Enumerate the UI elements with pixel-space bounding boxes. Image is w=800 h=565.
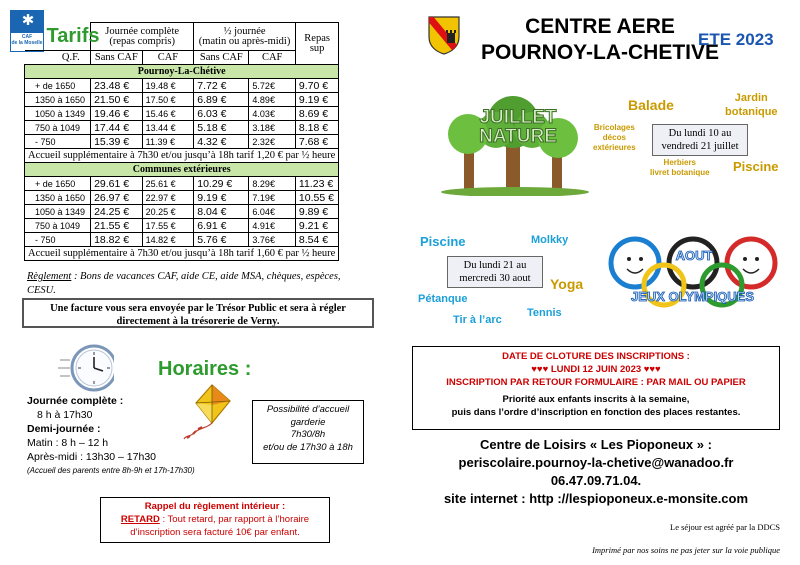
activity-yoga: Yoga <box>550 276 584 292</box>
qf-range: 750 à 1049 <box>25 219 91 233</box>
cloture-inscriptions-box <box>412 346 780 430</box>
retard-text: : Tout retard, par rapport à l’horaire d’inscription sera facturé 10€ par enfant. <box>130 514 310 538</box>
price-jc-sans-caf: 29.61 € <box>91 177 143 191</box>
price-repas-sup: 9.19 € <box>295 93 338 107</box>
header-jc-caf: CAF <box>142 51 194 65</box>
centre-title-line1: CENTRE AERE <box>525 15 675 38</box>
centre-title <box>480 14 720 66</box>
header-qf: Q.F. <box>25 51 91 65</box>
header-demi: ½ journée (matin ou après-midi) <box>194 23 296 51</box>
contact-website[interactable]: site internet : http ://lespioponeux.e-monsite.com <box>443 491 749 506</box>
price-dj-sans-caf: 6.89 € <box>194 93 249 107</box>
price-jc-sans-caf: 26.97 € <box>91 191 143 205</box>
price-repas-sup: 8.69 € <box>295 107 338 121</box>
contact-email[interactable]: periscolaire.pournoy-la-chetive@wanadoo.fr <box>458 455 734 470</box>
caf-logo-subtitle: de la Moselle <box>11 40 43 46</box>
tarif-row <box>25 205 339 219</box>
apres-midi-hours: Après-midi : 13h30 – 17h30 <box>27 451 156 463</box>
garderie-line-1: Possibilité d’accueil <box>266 404 350 415</box>
price-dj-caf: 4.91€ <box>249 219 295 233</box>
centre-title-line2: POURNOY-LA-CHETIVE <box>480 41 719 64</box>
qf-range: - 750 <box>25 135 91 149</box>
header-repas: Repas sup <box>295 23 338 65</box>
price-jc-sans-caf: 24.25 € <box>91 205 143 219</box>
kite-icon <box>182 383 242 441</box>
activity-tir-arc: Tir à l’arc <box>453 314 502 326</box>
header-dj-sans-caf: Sans CAF <box>194 51 249 65</box>
facture-notice: Une facture vous sera envoyée par le Trésor Public et sera à régler directement à la trésorerie de Verny. <box>22 298 374 328</box>
price-dj-caf: 2.32€ <box>249 135 295 149</box>
juillet-word: JUILLET <box>479 107 557 128</box>
activity-jardin-botanique: Jardin botanique <box>725 92 778 118</box>
tarif-row <box>25 135 339 149</box>
price-jc-caf: 15.46 € <box>142 107 194 121</box>
garderie-box <box>252 400 364 464</box>
tarif-row <box>25 93 339 107</box>
horaires-details <box>27 394 195 478</box>
price-repas-sup: 8.54 € <box>295 233 338 247</box>
reglement-value: : Bons de vacances CAF, aide CE, aide MSA, chèques, espèces, CESU. <box>27 271 341 296</box>
demi-label: Demi-journée : <box>27 423 101 435</box>
tarifs-table <box>21 22 339 261</box>
cloture-line4: Priorité aux enfants inscrits à la semaine, <box>502 394 690 405</box>
price-dj-sans-caf: 10.29 € <box>194 177 249 191</box>
price-jc-sans-caf: 23.48 € <box>91 79 143 93</box>
reglement-text <box>27 270 372 298</box>
garderie-line-2: garderie <box>290 416 326 428</box>
qf-range: 1050 à 1349 <box>25 107 91 121</box>
journee-label: Journée complète : <box>27 395 124 407</box>
caf-star-icon: ✱ <box>21 12 35 29</box>
qf-range: + de 1650 <box>25 177 91 191</box>
cloture-date: LUNDI 12 JUIN 2023 <box>550 364 642 375</box>
price-dj-caf: 5.72€ <box>249 79 295 93</box>
price-jc-caf: 14.82 € <box>142 233 194 247</box>
price-dj-caf: 8.29€ <box>249 177 295 191</box>
price-repas-sup: 9.21 € <box>295 219 338 233</box>
activity-piscine-aout: Piscine <box>420 234 466 249</box>
price-dj-caf: 3.18€ <box>249 121 295 135</box>
price-repas-sup: 9.70 € <box>295 79 338 93</box>
juillet-nature-text <box>448 108 588 146</box>
qf-range: + de 1650 <box>25 79 91 93</box>
hearts-icon: ♥♥♥ <box>641 364 661 375</box>
price-repas-sup: 8.18 € <box>295 121 338 135</box>
activity-piscine-juillet: Piscine <box>733 159 779 174</box>
reglement-label: Règlement <box>27 271 72 282</box>
ddcs-agreement: Le séjour est agréé par la DDCS <box>670 522 780 532</box>
price-repas-sup: 10.55 € <box>295 191 338 205</box>
garderie-line-3: 7h30/8h <box>290 429 326 440</box>
activity-petanque: Pétanque <box>418 293 468 305</box>
tarif-row <box>25 79 339 93</box>
price-dj-sans-caf: 9.19 € <box>194 191 249 205</box>
print-notice: Imprimé par nos soins ne pas jeter sur la voie publique <box>592 545 780 555</box>
cloture-line3: INSCRIPTION PAR RETOUR FORMULAIRE : PAR MAIL OU PAPIER <box>446 377 746 388</box>
rappel-reglement-box <box>100 497 330 543</box>
header-jc-sans-caf: Sans CAF <box>91 51 143 65</box>
price-repas-sup: 9.89 € <box>295 205 338 219</box>
price-repas-sup: 7.68 € <box>295 135 338 149</box>
price-dj-sans-caf: 5.18 € <box>194 121 249 135</box>
clock-icon <box>58 340 114 394</box>
cloture-line5: puis dans l’ordre d’inscription en fonction des places restantes. <box>451 407 741 418</box>
price-jc-sans-caf: 21.50 € <box>91 93 143 107</box>
tarif-row <box>25 191 339 205</box>
section-title: Pournoy-La-Chétive <box>25 65 339 79</box>
price-jc-sans-caf: 15.39 € <box>91 135 143 149</box>
aout-dates-line2: mercredi 30 aout <box>459 273 531 284</box>
juillet-dates-box <box>652 124 748 156</box>
qf-range: 1050 à 1349 <box>25 205 91 219</box>
garderie-line-4: et/ou de 17h30 à 18h <box>263 441 353 453</box>
price-dj-sans-caf: 6.91 € <box>194 219 249 233</box>
qf-range: 750 à 1049 <box>25 121 91 135</box>
price-jc-caf: 13.44 € <box>142 121 194 135</box>
price-jc-caf: 17.55 € <box>142 219 194 233</box>
price-dj-sans-caf: 8.04 € <box>194 205 249 219</box>
activity-bricolages: Bricolages décos extérieures <box>593 123 636 152</box>
tarifs-title-cell <box>25 23 100 51</box>
tarif-row <box>25 107 339 121</box>
price-dj-caf: 4.03€ <box>249 107 295 121</box>
price-jc-caf: 22.97 € <box>142 191 194 205</box>
price-dj-caf: 7.19€ <box>249 191 295 205</box>
tarifs-title: Tarifs <box>46 24 100 47</box>
tarif-row <box>25 121 339 135</box>
rappel-title: Rappel du règlement intérieur : <box>144 501 286 512</box>
price-jc-caf: 17.50 € <box>142 93 194 107</box>
price-repas-sup: 11.23 € <box>295 177 338 191</box>
aout-dates-box <box>447 256 543 288</box>
price-dj-caf: 6.04€ <box>249 205 295 219</box>
journee-value: 8 h à 17h30 <box>37 409 93 421</box>
price-dj-caf: 4.89€ <box>249 93 295 107</box>
centre-loisirs-name: Centre de Loisirs « Les Pioponeux » : <box>480 437 712 452</box>
juillet-dates-line1: Du lundi 10 au <box>668 128 732 139</box>
price-dj-sans-caf: 5.76 € <box>194 233 249 247</box>
accueil-note: (Accueil des parents entre 8h-9h et 17h-17h30) <box>27 466 195 475</box>
price-jc-caf: 19.48 € <box>142 79 194 93</box>
price-jc-sans-caf: 21.55 € <box>91 219 143 233</box>
activity-tennis: Tennis <box>527 307 562 319</box>
retard-label: RETARD <box>120 514 160 525</box>
season-label: ETE 2023 <box>698 30 774 49</box>
tarif-row <box>25 177 339 191</box>
price-dj-sans-caf: 6.03 € <box>194 107 249 121</box>
accueil-supplementaire-note: Accueil supplémentaire à 7h30 et/ou jusqu’à 18h tarif 1,60 € par ½ heure <box>25 247 339 261</box>
contact-phone: 06.47.09.71.04. <box>550 473 642 488</box>
activity-molkky: Molkky <box>531 234 569 246</box>
contact-block <box>412 436 780 508</box>
juillet-dates-line2: vendredi 21 juillet <box>661 141 739 152</box>
price-dj-sans-caf: 4.32 € <box>194 135 249 149</box>
tarif-row <box>25 219 339 233</box>
price-dj-sans-caf: 7.72 € <box>194 79 249 93</box>
price-jc-sans-caf: 17.44 € <box>91 121 143 135</box>
aout-label: AOUT <box>675 248 713 263</box>
header-journee: Journée complète (repas compris) <box>91 23 194 51</box>
accueil-supplementaire-note: Accueil supplémentaire à 7h30 et/ou jusqu’à 18h tarif 1,20 € par ½ heure <box>25 149 339 163</box>
jeux-olympiques-label: JEUX OLYMPIQUES <box>630 289 755 304</box>
caf-logo-text: CAF <box>21 34 33 40</box>
tarif-row <box>25 233 339 247</box>
qf-range: - 750 <box>25 233 91 247</box>
activity-balade: Balade <box>628 97 674 113</box>
matin-hours: Matin : 8 h – 12 h <box>27 437 109 449</box>
nature-word: NATURE <box>479 126 557 147</box>
town-coat-of-arms <box>427 15 461 55</box>
price-jc-caf: 11.39 € <box>142 135 194 149</box>
price-jc-sans-caf: 19.46 € <box>91 107 143 121</box>
hearts-icon: ♥♥♥ <box>531 364 551 375</box>
qf-range: 1350 à 1650 <box>25 191 91 205</box>
activity-herbiers: Herbiers livret botanique <box>650 158 710 177</box>
aout-dates-line1: Du lundi 21 au <box>463 260 527 271</box>
price-jc-sans-caf: 18.82 € <box>91 233 143 247</box>
price-jc-caf: 25.61 € <box>142 177 194 191</box>
price-jc-caf: 20.25 € <box>142 205 194 219</box>
section-title: Communes extérieures <box>25 163 339 177</box>
header-dj-caf: CAF <box>249 51 295 65</box>
cloture-line1: DATE DE CLOTURE DES INSCRIPTIONS : <box>502 351 690 362</box>
price-dj-caf: 3.76€ <box>249 233 295 247</box>
horaires-title: Horaires : <box>158 358 252 380</box>
qf-range: 1350 à 1650 <box>25 93 91 107</box>
